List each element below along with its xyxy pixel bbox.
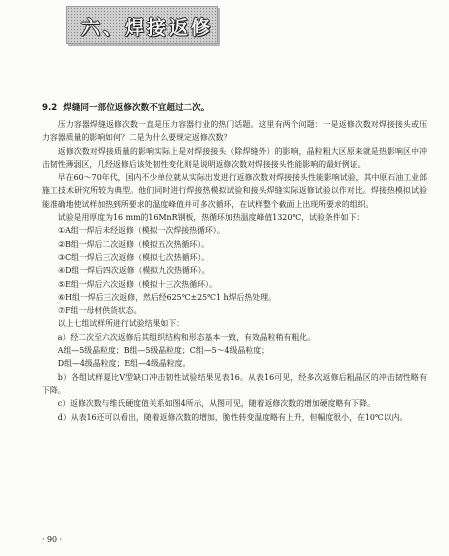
page-number: · 90 · <box>42 535 63 544</box>
condition-item: ④D组一焊后四次返修（模拟九次热循环）。 <box>58 266 210 276</box>
paragraph-effect: 返修次数对焊接质量的影响实际上是对焊接接头（除焊缝外）的影响，晶粒粗大区原来就是热影响区中冲击韧性薄弱区，几经返修后该处韧性变化则是说明返修次数对焊接接头性能影响的最好例证。 <box>42 146 427 169</box>
section-heading <box>42 101 427 115</box>
paragraph-history: 早在60～70年代，国内不少单位就从实际出发进行返修次数对焊接接头性能影响试验，其中原石油工业部施工技术研究所较为典型。他们同时进行焊接热模拟试验和接头焊缝实际返修试验以作对比。焊接热模拟试验能准确地使试样加热到所要求的温度峰值并可多次循环，在试样整个截面上出现所要求的组织。 <box>42 173 427 209</box>
grain-size-line: A组—5级晶粒度；B组—5级晶粒度；C组—5～4级晶粒度； <box>57 346 270 356</box>
result-b: b）各组试样夏比V型缺口冲击韧性试验结果见表16。从表16可见，经多次返修后粗晶区的冲击韧性略有下降。 <box>42 372 427 395</box>
section-number: 9.2 <box>42 103 58 113</box>
condition-item: ⑥H组一焊后三次返修，然后经625℃±25℃1 h焊后热处理。 <box>58 292 276 302</box>
condition-item: ⑤E组一焊后六次返修（模拟十三次热循环）。 <box>58 279 217 289</box>
results-intro: 以上七组试样所进行试验结果如下： <box>57 319 185 329</box>
result-a: a）经二次至六次返修后其组织结构和形态基本一致，有效晶粒稍有粗化。 <box>57 332 316 342</box>
paragraph-intro: 压力容器焊缝返修次数一直是压力容器行业的热门话题。这里有两个问题：一是返修次数对焊接接头或压力容器质量的影响如何？二是为什么要规定返修次数？ <box>42 120 427 143</box>
condition-item: ③C组一焊后三次返修（模拟七次热循环）。 <box>58 252 210 262</box>
result-d: d）从表16还可以看出，随着返修次数的增加，脆性转变温度略有上升，但幅度很小，在10℃以内。 <box>57 412 408 422</box>
condition-item: ②B组一焊后二次返修（模拟五次热循环）。 <box>58 239 209 249</box>
chapter-title: 六、焊接返修 <box>81 17 214 39</box>
condition-item: ⑦F组一母材供货状态。 <box>58 306 142 316</box>
section-title: 焊缝同一部位返修次数不宜超过二次。 <box>63 103 210 113</box>
grain-size-line: D组—4级晶粒度；E组—4级晶粒度。 <box>57 359 191 369</box>
condition-item: ①A组一焊后未经返修（模拟一次焊接热循环）。 <box>58 226 225 236</box>
paragraph-test-setup: 试验是用厚度为16 mm的16MnR钢板，热循环加热温度峰值1320℃，试验条件如下： <box>57 213 365 223</box>
page-body <box>42 101 427 424</box>
chapter-banner <box>66 6 218 44</box>
result-c: c）返修次数与维氏硬度值关系如图4所示，从图可见，随着返修次数的增加硬度略有下降。 <box>57 399 375 409</box>
